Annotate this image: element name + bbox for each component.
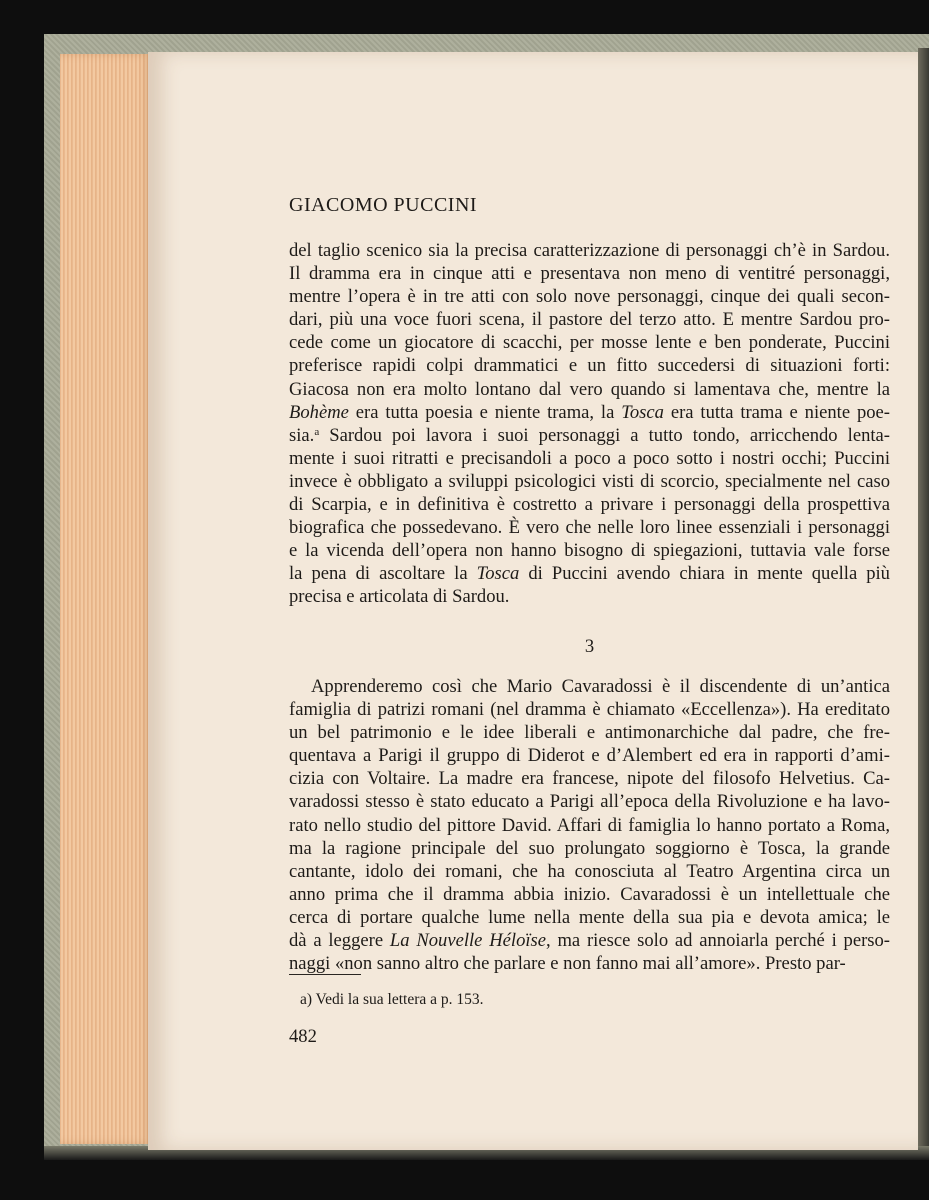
- text-line: [289, 790, 890, 813]
- text-run: preferisce rapidi colpi drammatici e un fitto succedersi di situazioni forti:: [289, 355, 890, 377]
- text-run: varadossi stesso è stato educato a Parigi all’epoca della Rivoluzione e ha lavo-: [289, 791, 890, 813]
- text-run: dari, più una voce fuori scena, il pastore del terzo atto. E mentre Sardou pro-: [289, 309, 890, 331]
- paragraph-2: [289, 675, 890, 975]
- text-line: [289, 721, 890, 744]
- text-line: [289, 698, 890, 721]
- text-line: [289, 424, 890, 447]
- text-run: la pena di ascoltare la: [289, 563, 477, 585]
- text-run: Il dramma era in cinque atti e presentava non meno di ventitré personaggi,: [289, 263, 890, 285]
- text-run: ma la ragione principale del suo prolungato soggiorno è Tosca, la grande: [289, 837, 890, 859]
- text-line: [289, 929, 890, 952]
- text-run: sia.: [289, 424, 315, 446]
- text-line: [289, 837, 890, 860]
- text-line: [289, 447, 890, 470]
- text-line: [289, 516, 890, 539]
- binding-edge: [918, 48, 929, 1158]
- text-run: del taglio scenico sia la precisa caratterizzazione di personaggi ch’è in Sardou.: [289, 240, 890, 261]
- paragraph-1: [289, 239, 890, 609]
- text-line: [289, 814, 890, 837]
- text-line: [289, 285, 890, 308]
- text-run: cizia con Voltaire. La madre era francese, nipote del filosofo Helvetius. Ca-: [289, 768, 890, 790]
- text-line: [289, 239, 890, 262]
- footnote-marker: a: [314, 425, 320, 438]
- text-run: era tutta trama e niente poe-: [663, 401, 890, 423]
- text-line: [289, 562, 890, 585]
- italic-title: Bohème: [289, 401, 349, 423]
- text-line: [289, 883, 890, 906]
- text-line: [289, 378, 890, 401]
- text-line: [289, 952, 890, 975]
- text-line: [289, 675, 890, 698]
- italic-title: Tosca: [621, 401, 664, 423]
- text-line: [289, 401, 890, 424]
- italic-title: Tosca: [476, 563, 520, 585]
- text-run: e la vicenda dell’opera non hanno bisogno di spiegazioni, tuttavia vale forse: [289, 540, 890, 562]
- text-run: anno prima che il dramma abbia inizio. Cavaradossi è un intellettuale che: [289, 883, 890, 905]
- text-line: [289, 585, 890, 608]
- text-run: , ma riesce solo ad annoiarla perché i perso-: [546, 930, 890, 952]
- text-line: [289, 539, 890, 562]
- text-run: un bel patrimonio e le idee liberali e antimonarchiche dal padre, che fre-: [289, 722, 890, 744]
- text-line: [289, 354, 890, 377]
- page-number: 482: [289, 1026, 317, 1047]
- text-line: [289, 308, 890, 331]
- section-number: 3: [584, 636, 595, 657]
- text-run: Sardou poi lavora i suoi personaggi a tutto tondo, arricchendo lenta-: [319, 424, 890, 446]
- text-line: [289, 906, 890, 929]
- footnote: a) Vedi la sua lettera a p. 153.: [300, 991, 484, 1008]
- text-line: [289, 493, 890, 516]
- text-run: rato nello studio del pittore David. Affari di famiglia lo hanno portato a Roma,: [289, 814, 890, 836]
- text-line: [289, 744, 890, 767]
- running-head: GIACOMO PUCCINI: [289, 194, 478, 216]
- text-run: mentre l’opera è in tre atti con solo nove personaggi, cinque dei quali secon-: [289, 286, 890, 308]
- text-run: cede come un giocatore di scacchi, per mosse lente e ben ponderate, Puccini: [289, 332, 890, 354]
- text-run: cerca di portare qualche lume nella mente della sua pia e devota amica; le: [289, 906, 890, 928]
- text-line: [289, 767, 890, 790]
- italic-title: La Nouvelle Héloïse: [389, 930, 547, 952]
- text-run: famiglia di patrizi romani (nel dramma è chiamato «Eccellenza»). Ha ereditato: [289, 699, 890, 721]
- text-run: Apprenderemo così che Mario Cavaradossi è il discendente di un’antica: [311, 676, 890, 697]
- text-run: dà a leggere: [289, 930, 390, 952]
- text-run: di Scarpia, e in definitiva è costretto a privare i personaggi della prospettiva: [289, 494, 890, 516]
- text-line: [289, 331, 890, 354]
- text-run: Giacosa non era molto lontano dal vero quando si lamentava che, mentre la: [289, 378, 890, 400]
- page-edges: [60, 54, 152, 1144]
- text-run: quentava a Parigi il gruppo di Diderot e d’Alembert ed era in rapporti d’ami-: [289, 745, 890, 767]
- text-run: di Puccini avendo chiara in mente quella più: [519, 563, 890, 585]
- text-run: biografica che possedevano. È vero che nelle loro linee essenziali i personaggi: [289, 517, 890, 539]
- text-line: [289, 470, 890, 493]
- text-run: invece è obbligato a sviluppi psicologici visti di scorcio, specialmente nel caso: [289, 470, 890, 492]
- text-line: [289, 262, 890, 285]
- footnote-rule: [289, 974, 361, 975]
- text-run: mente i suoi ritratti e precisandoli a poco a poco sotto i nostri occhi; Puccini: [289, 447, 890, 469]
- text-run: cantante, idolo dei romani, che ha conosciuta al Teatro Argentina circa un: [289, 860, 890, 882]
- text-line: [289, 860, 890, 883]
- text-run: era tutta poesia e niente trama, la: [348, 401, 622, 423]
- text-run: precisa e articolata di Sardou.: [289, 586, 510, 608]
- text-run: naggi «non sanno altro che parlare e non fanno mai all’amore». Presto par-: [289, 953, 846, 975]
